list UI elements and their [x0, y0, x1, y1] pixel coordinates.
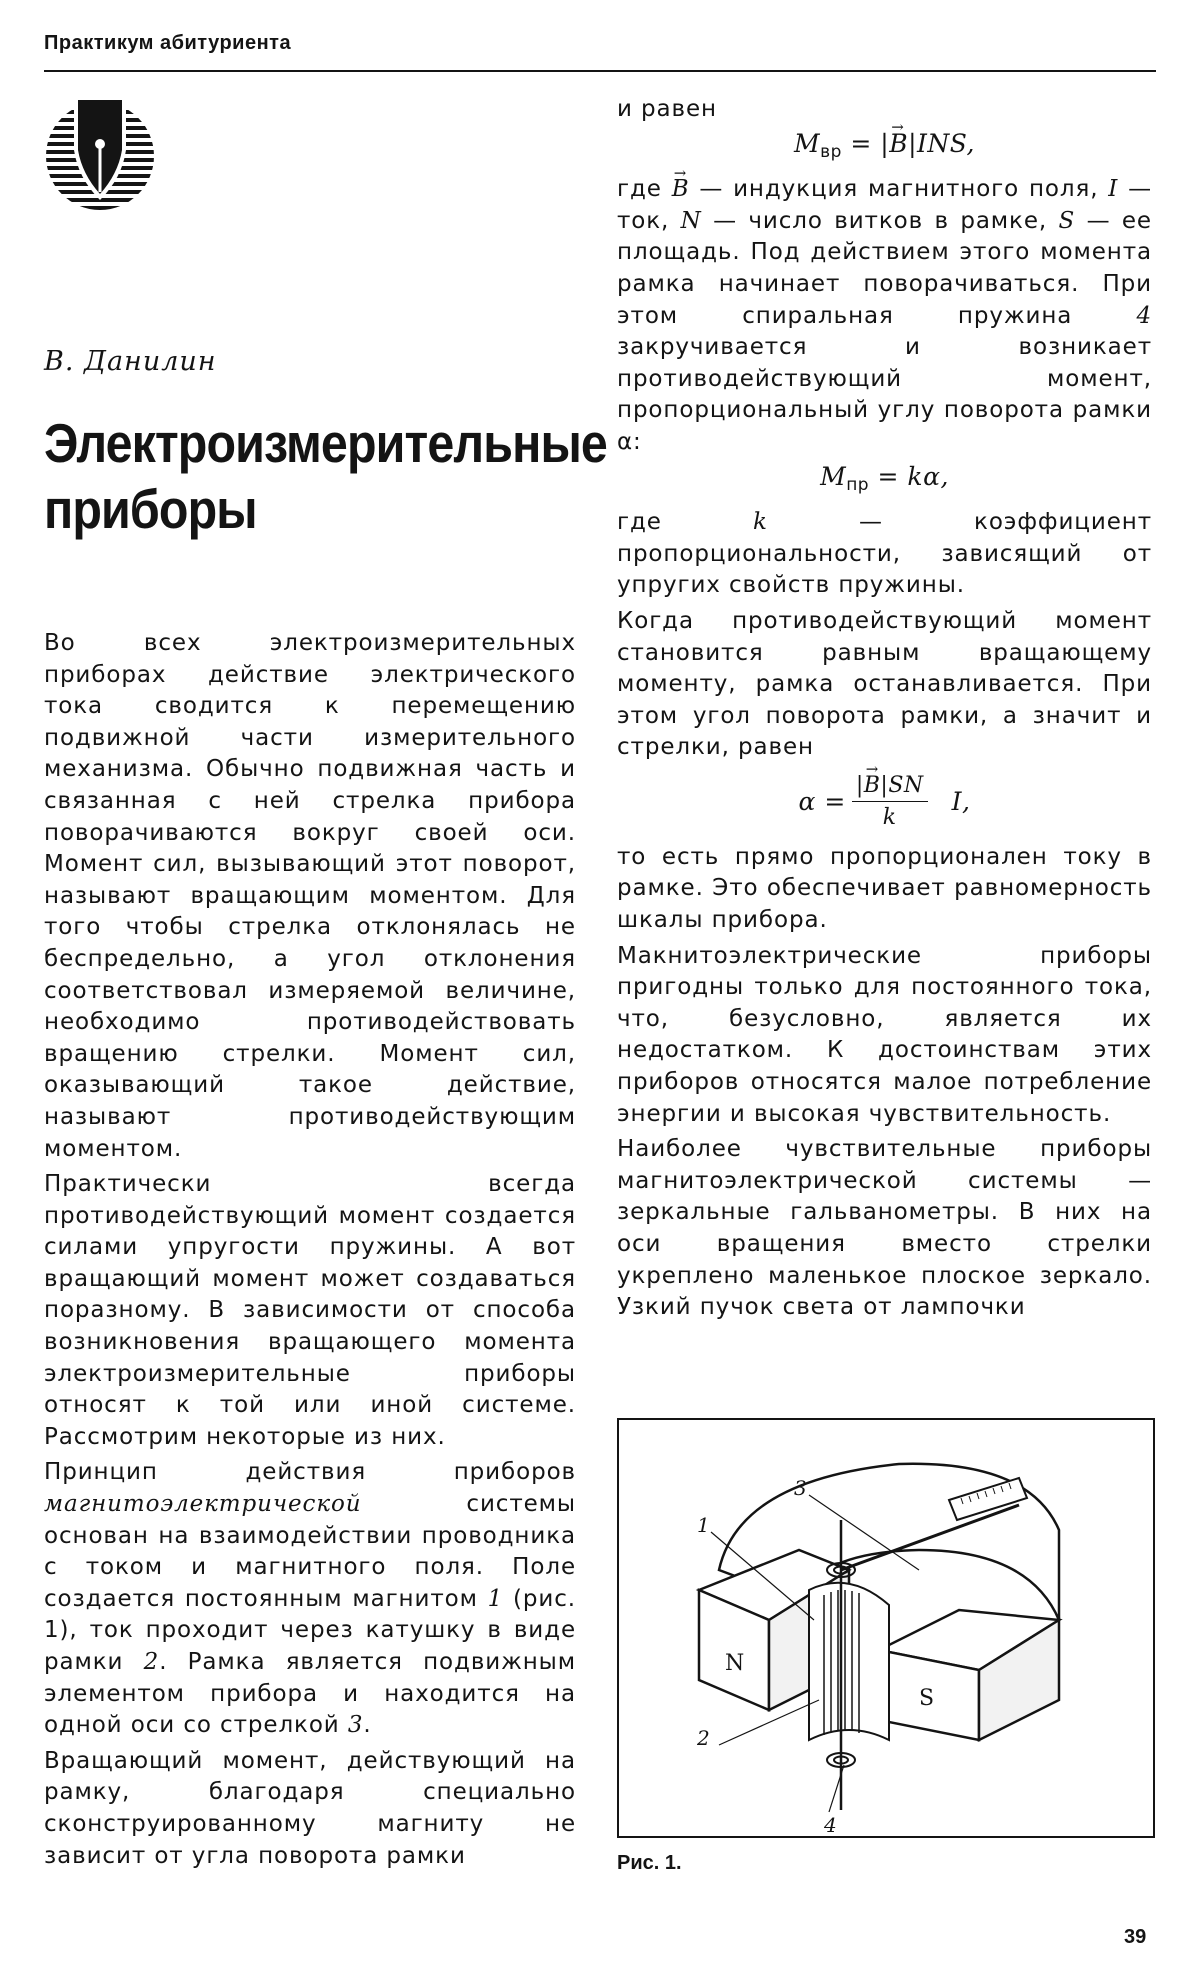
fountain-pen-nib-icon [44, 100, 156, 212]
formula-angle: α = $\frac{|\to B|SN}{k}$ I, [617, 770, 1152, 834]
article-author: В. Данилин [44, 346, 217, 377]
paragraph: Макнитоэлектрические приборы пригодны только для постоянного тока, что, безусловно, является их недостатком. К достоинствам этих приборов относятся малое потребление энергии и высокая чувствительность. [617, 942, 1152, 1127]
paragraph: Принцип действия приборов магнитоэлектрической системы основан на взаимодействии проводника с током и магнитного поля. Поле создается постоянным магнитом 1 (рис. 1), ток проходит через катушку в виде рамки 2. Рамка является подвижным элементом прибора и находится на одной оси со стрелкой 3. [44, 1459, 576, 1739]
system-term: магнитоэлектрической [44, 1491, 362, 1518]
paragraph: Вращающий момент, действующий на рамку, благодаря специально сконструированному магниту не зависит от угла поворота рамки [44, 1747, 576, 1869]
paragraph: где → B — индукция магнитного поля, I — ток, N — число витков в рамке, S — ее площадь. Под действием этого момента рамка начинает поворачиваться. При этом спиральная пружина 4 закручивается и возникает противодействующий момент, пропорциональный углу поворота рамки α: [617, 174, 1152, 458]
paragraph: Во всех электроизмерительных приборах действие электрического тока сводится к перемещению подвижной части измерительного механизма. Обычно подвижная часть и связанная с ней стрелка прибора поворачиваются вокруг своей оси. Момент сил, вызывающий этот поворот, называют вращающим моментом. Для того чтобы стрелка отклонялась не беспредельно, а угол отклонения соответствовал измеряемой величине, необходимо противодействовать вращению стрелки. Момент сил, оказывающий такое действие, называют противодействующим моментом. [44, 630, 576, 1162]
article-title: Электроизмерительные приборы [44, 412, 607, 540]
page-number: 39 [1124, 1926, 1147, 1948]
formula-torque: $M_{вр}$ = |→ B|INS, [617, 128, 1152, 169]
label-south-pole: S [919, 1686, 935, 1711]
paragraph: и равен [617, 96, 717, 122]
label-magnet: 1 [697, 1513, 710, 1537]
section-rubric: Практикум абитуриента [44, 32, 292, 54]
paragraph: где k — коэффициент пропорциональности, зависящий от упругих свойств пружины. [617, 509, 1152, 599]
label-spring: 4 [824, 1813, 837, 1836]
label-pointer: 3 [794, 1476, 807, 1500]
label-coil: 2 [697, 1726, 710, 1750]
formula-counter-torque: $M_{пр} = k\alpha$, [820, 461, 949, 495]
paragraph: то есть прямо пропорционален току в рамке. Это обеспечивает равномерность шкалы прибора. [617, 843, 1152, 934]
left-column [44, 628, 576, 1872]
paragraph: Практически всегда противодействующий момент создается силами упругости пружины. А вот вращающий момент может создаваться поразному. В зависимости от способа возникновения вращающего момента электроизмерительные приборы относят к той или иной системе. Рассмотрим некоторые из них. [44, 1171, 576, 1450]
paragraph: Когда противодействующий момент становится равным вращающему моменту, рамка останавливается. При этом угол поворота рамки, а значит и стрелки, равен [617, 607, 1152, 761]
galvanometer-diagram [619, 1420, 1153, 1836]
figure-galvanometer [617, 1418, 1155, 1838]
figure-caption: Рис. 1. [617, 1852, 682, 1874]
paragraph: Наиболее чувствительные приборы магнитоэлектрической системы — зеркальные гальванометры. В них на оси вращения вместо стрелки укреплено маленькое плоское зеркало. Узкий пучок света от лампочки [617, 1136, 1152, 1321]
label-north-pole: N [725, 1651, 745, 1676]
header-rule [44, 70, 1156, 72]
right-column [617, 94, 1152, 1324]
